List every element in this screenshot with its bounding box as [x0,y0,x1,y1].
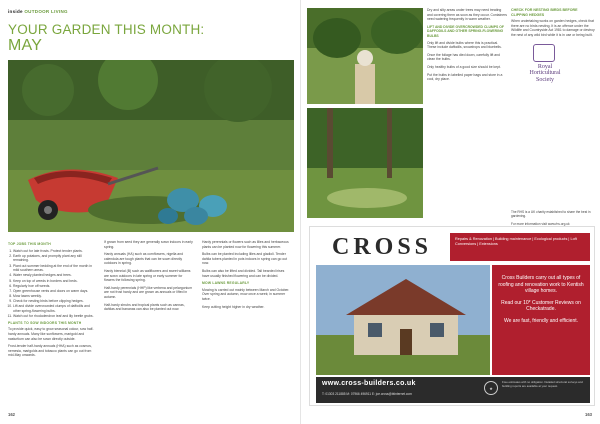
col3-paragraph: Bulbs can be planted including lilies and gladioli. Tender dahlia tubers planted in pots indoors in spring can go out now. [202,252,288,266]
title-month: MAY [8,37,43,54]
right-column-text [427,8,507,85]
rhs-note-link[interactable]: For more information visit www.rhs.org.uk [511,221,570,226]
left-column-1 [8,240,96,361]
intro-paragraph: Once the foliage has died down, carefully lift and clean the bulbs. [427,52,500,62]
contact-details: T: 01303 211885 M: 07966 496911 E: joe.cross@btinternet.com [322,392,412,396]
title-line1: YOUR GARDEN THIS MONTH: [8,22,205,37]
col2-paragraph: Half-hardy shrubs and tropical plants such as cannas, dahlias and bananas can also be planted out now. [104,302,185,312]
rhs-line: Horticultural [529,70,561,77]
tulip-photo [307,8,423,104]
todo-heading: TOP JOBS THIS MONTH [8,242,51,246]
page-number-left: 162 [8,412,15,417]
col2-paragraph: Hardy biennial (B) such as wallflowers and sweet williams are sown outdoors in late spring or early summer for flowers the following spring. [104,268,191,283]
intro-paragraph: Only lift and divide bulbs where this is practical. These include daffodils, snowdrops and bluebells. [427,40,502,50]
todo-item: 8. Mow lawns weekly. [13,294,96,299]
cross-builders-advert[interactable] [309,226,595,406]
runhead-section: OUTDOOR LIVING [24,9,68,14]
todo-item: 9. Check for nesting birds before clipping hedges. [13,299,96,304]
todo-item: 1. Watch out for late frosts. Protect tender plants. [13,249,96,254]
runhead-prefix: inside [8,9,23,14]
pitch-text: Cross Builders carry out all types of roofing and renovation work to Kentish village homes. [498,275,584,294]
running-head [8,9,68,14]
left-column-2 [104,240,194,315]
rhs-line: Society [536,76,554,83]
col3-paragraph: Bulbs can also be lifted and divided. Tall bearded irises have usually finished flowering and can be divided. [202,268,285,278]
todo-item: 4. Water newly planted hedges and trees. [13,273,96,278]
todo-item: 7. Open greenhouse vents and doors on warm days. [13,289,96,294]
todo-item: 3. Plant out summer bedding at the end of the month in mild southern areas. [13,264,96,273]
todo-item: 5. Keep on top of weeds in borders and beds. [13,279,96,284]
pitch-panel [492,265,590,375]
col3-paragraph: Keep cutting height higher in dry weather. [202,304,265,309]
planting-text: To provide quick, easy to grow seasonal colour, sow half-hardy annuals. Many like sunflowers, marigold and nasturtium can also be sown directly outside. [8,327,94,341]
garden-photo [8,60,294,232]
col3-paragraph: Hardy perennials or flowers such as lilies and herbaceous plants can be planted now for flowering this summer. [202,240,289,249]
todo-item: 6. Regularly hoe off weeds. [13,284,96,289]
rhs-note-text: The RHS is a UK charity established to share the best in gardening. [511,210,591,219]
todo-list [8,249,96,319]
pitch-text: We are fast, friendly and efficient. [503,317,579,324]
intro-paragraph: Put the bulbs in labelled paper bags and store in a cool, dry place. [427,72,503,82]
star-badge-icon: ★ [484,381,498,395]
house-illustration [316,265,490,375]
planting-text-2: Frost-tender half-hardy annuals (HHA) such as cosmos, nemesia, marigolds and tobacco plants can go out from mid-May onwards. [8,344,92,358]
nesting-sidebar [511,8,595,83]
bulbs-heading: LIFT AND DIVIDE OVERCROWDED CLUMPS OF DAFFODILS AND OTHER SPRING-FLOWERING BULBS [427,24,504,38]
todo-item: 11. Watch out for rhododendron leaf and lily beetle grubs. [13,314,96,319]
col2-paragraph: Hardy annuals (HA) such as cornflowers, nigella and calendula are tough plants that can be sown directly outdoors in spring. [104,252,183,266]
advert-footer [316,377,590,403]
right-page [300,0,600,424]
intro-paragraph: Only healthy bulbs of a good size should be kept. [427,64,501,69]
col2-paragraph: Half-hardy perennials (HHP) like verbena and pelargonium are not frost hardy and are grown as annuals or lifted in autumn. [104,285,193,299]
todo-item: 2. Earth up potatoes, and promptly plant any still remaining. [13,254,96,263]
sidebar-heading: CHECK FOR NESTING BIRDS BEFORE CLIPPING HEDGES [511,8,578,17]
cross-logo: CROSS [316,233,448,261]
tulip-illustration [307,8,423,104]
mow-heading: MOW LAWNS REGULARLY [202,281,250,286]
rhs-line: Royal [537,63,553,70]
sidebar-text: When undertaking works on garden hedges, check that there are no birds nesting. It is an offence under the Wildlife and Countryside Act 1981 to damage or destroy the nest of any wild bird while it is in use or being built. [511,19,595,37]
intro-paragraph: Dry and silty areas under trees may need treating and covering them as soon as they occur. Containers need watering frequently in warm weather. [427,8,507,22]
pitch-text: Read our 10* Customer Reviews on Checkatrade. [501,299,581,312]
rhs-wordmark [515,64,575,84]
website-link[interactable]: www.cross-builders.co.uk [322,380,416,387]
small-print: Free estimates with no obligation. Detailed structural surveys and building reports are available at your request. [502,380,583,388]
col2-paragraph: If grown from seed they are generally sown indoors in early spring. [104,240,193,249]
woodland-illustration [307,108,423,218]
woodland-photo [307,108,423,218]
rhs-logo [515,44,575,84]
house-photo [316,265,490,375]
col3-paragraph: Mowing is carried out mainly between March and October. Over spring and autumn, mow once a week; in summer twice. [202,287,290,301]
todo-item: 10. Lift and divide overcrowded clumps of daffodils and other spring-flowering bulbs. [13,304,96,313]
wheelbarrow-illustration [8,60,294,232]
page-number-right: 163 [585,412,592,417]
services-band: Repairs & Renovation | Building maintenance | Ecological products | Loft Conversions | Extensions [450,233,590,261]
planting-heading: PLANTS TO SOW INDOORS THIS MONTH [8,320,82,325]
rhs-emblem-icon [533,44,555,62]
left-column-3 [202,240,292,312]
page-title [8,22,204,55]
